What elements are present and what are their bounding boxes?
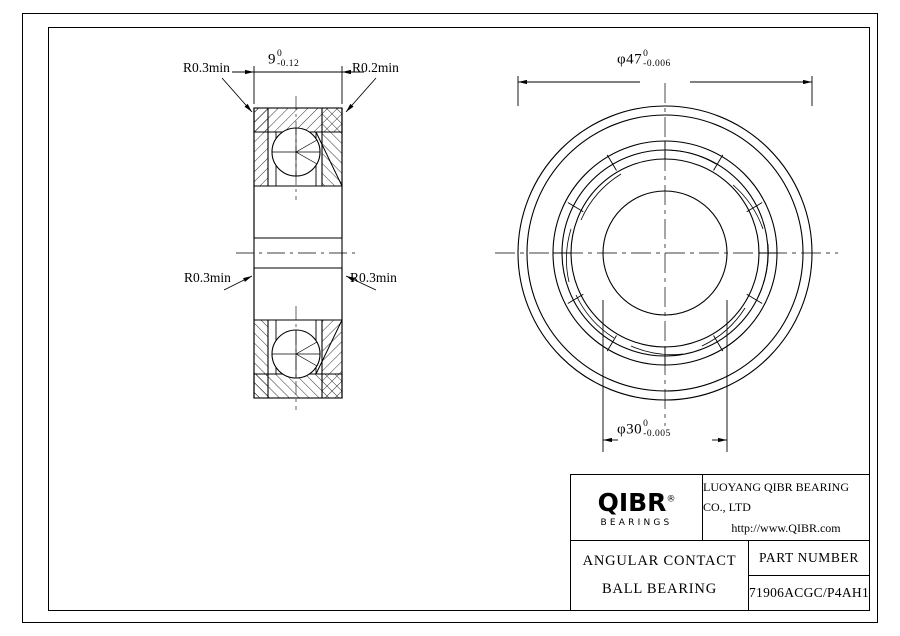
bore-tol-lower: -0.005 [643,428,671,439]
width-tol-upper: 0 [277,49,283,59]
bore-tol-upper: 0 [643,419,649,429]
logo-text: QIBR [597,487,667,517]
od-value: 47 [626,51,643,68]
width-dimension [232,66,364,104]
product-line-2: BALL BEARING [601,581,717,597]
part-number-value: 71906ACGC/P4AH1 [748,585,869,600]
product-line-1: ANGULAR CONTACT [582,553,737,570]
front-view [495,83,838,426]
width-tol-lower: -0.12 [277,58,300,69]
chamfer-note-top-right: R0.2min [352,60,399,75]
product-description [571,541,749,611]
company-info [703,475,869,540]
section-view [236,96,360,410]
width-dimension-text [268,50,299,70]
width-value: 9 [268,51,276,68]
title-block [570,474,870,611]
od-dimension-text [617,50,671,70]
chamfer-note-bottom-right: R0.3min [350,270,397,285]
part-number-block [749,541,869,611]
bore-dimension-text [617,420,671,440]
title-block-header [571,475,869,541]
bore-value: 30 [626,421,643,438]
od-tol-lower: -0.006 [643,58,671,69]
diameter-symbol-od: φ [617,51,627,68]
part-number-label: PART NUMBER [749,541,869,576]
company-name: LUOYANG QIBR BEARING CO., LTD [703,479,849,515]
logo-wordmark [597,487,676,517]
logo-subtitle: BEARINGS [600,517,673,528]
company-url[interactable]: http://www.QIBR.com [731,520,841,535]
chamfer-note-top-left: R0.3min [183,60,230,75]
title-block-body [571,541,869,611]
diameter-symbol-bore: φ [617,421,627,438]
od-tol-upper: 0 [643,49,649,59]
registered-mark-icon: ® [666,494,676,505]
chamfer-note-bottom-left: R0.3min [184,270,231,285]
company-logo [571,475,703,540]
